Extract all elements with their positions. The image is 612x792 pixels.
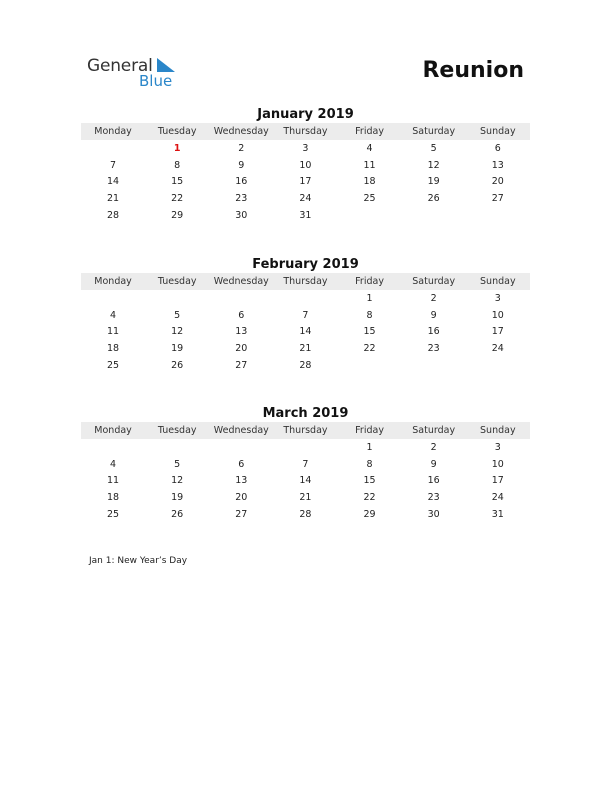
weekday-header: Wednesday — [213, 425, 269, 436]
day-cell: 7 — [302, 309, 309, 321]
day-cell: 20 — [235, 343, 248, 355]
day-cell: 22 — [171, 193, 184, 205]
day-cell: 18 — [107, 492, 120, 504]
day-cell: 4 — [110, 458, 117, 470]
day-cell: 9 — [430, 458, 437, 470]
day-cell: 5 — [174, 309, 181, 321]
empty-day-cell — [145, 440, 209, 457]
empty-day-cell — [402, 208, 466, 225]
day-cell: 12 — [171, 475, 184, 487]
day-cell: 20 — [491, 176, 504, 188]
day-cell: 22 — [363, 492, 376, 504]
weekday-header-row — [81, 273, 530, 290]
day-cell: 11 — [107, 475, 120, 487]
day-cell: 4 — [110, 309, 117, 321]
day-cell: 21 — [299, 492, 312, 504]
day-cell: 17 — [299, 176, 312, 188]
empty-day-cell — [466, 208, 530, 225]
month-february — [81, 256, 530, 374]
day-cell: 8 — [366, 458, 373, 470]
day-cell: 5 — [174, 458, 181, 470]
empty-day-cell — [273, 440, 337, 457]
day-cell: 24 — [491, 492, 504, 504]
month-title: February 2019 — [252, 257, 359, 272]
empty-day-cell — [402, 358, 466, 375]
day-cell: 7 — [110, 159, 117, 171]
day-cell: 10 — [491, 309, 504, 321]
day-cell: 1 — [366, 442, 373, 453]
day-cell: 14 — [299, 326, 312, 338]
empty-day-cell — [81, 440, 145, 457]
day-cell: 27 — [235, 359, 248, 371]
weekday-header: Sunday — [480, 126, 516, 137]
day-cell: 4 — [366, 143, 373, 154]
day-cell: 17 — [491, 326, 504, 338]
month-title: January 2019 — [257, 107, 354, 122]
week-row — [81, 141, 530, 158]
day-cell: 9 — [430, 309, 437, 321]
country-title: Reunion — [422, 58, 524, 83]
empty-day-cell — [338, 358, 402, 375]
month-march — [81, 405, 530, 523]
logo-blue-text: Blue — [139, 72, 173, 90]
day-cell: 6 — [238, 458, 245, 470]
day-cell: 2 — [430, 293, 437, 304]
day-cell: 2 — [238, 143, 245, 154]
empty-day-cell — [466, 358, 530, 375]
week-row — [81, 507, 530, 524]
weekday-header: Monday — [94, 276, 132, 287]
week-row — [81, 308, 530, 325]
week-row — [81, 158, 530, 175]
day-cell: 13 — [235, 475, 248, 487]
day-cell: 11 — [107, 326, 120, 338]
day-cell: 16 — [427, 326, 440, 338]
weekday-header: Wednesday — [213, 126, 269, 137]
day-cell: 23 — [427, 492, 440, 504]
week-row — [81, 341, 530, 358]
brand-logo — [87, 56, 197, 92]
empty-day-cell — [145, 291, 209, 308]
week-row — [81, 440, 530, 457]
holiday-day-cell: 1 — [173, 143, 181, 154]
weekday-header: Friday — [355, 425, 384, 436]
weekday-header: Monday — [94, 425, 132, 436]
day-cell: 11 — [363, 159, 376, 171]
weekday-header: Thursday — [283, 425, 328, 436]
week-row — [81, 457, 530, 474]
day-cell: 18 — [107, 343, 120, 355]
day-cell: 26 — [171, 359, 184, 371]
empty-day-cell — [81, 291, 145, 308]
weekday-header-row — [81, 422, 530, 439]
weekday-header-row — [81, 123, 530, 140]
day-cell: 9 — [238, 159, 245, 171]
day-cell: 3 — [302, 143, 309, 154]
empty-day-cell — [209, 440, 273, 457]
day-cell: 24 — [491, 343, 504, 355]
weekday-header: Thursday — [283, 276, 328, 287]
day-cell: 1 — [366, 293, 373, 304]
day-cell: 23 — [235, 193, 248, 205]
weekday-header: Monday — [94, 126, 132, 137]
weekday-header: Saturday — [412, 276, 456, 287]
day-cell: 25 — [107, 359, 120, 371]
weekday-header: Thursday — [283, 126, 328, 137]
day-cell: 31 — [299, 209, 312, 221]
weekday-header: Wednesday — [213, 276, 269, 287]
weekday-header: Saturday — [412, 425, 456, 436]
day-cell: 23 — [427, 343, 440, 355]
day-cell: 19 — [427, 176, 440, 188]
weekday-header: Tuesday — [157, 126, 197, 137]
weekday-header: Friday — [355, 276, 384, 287]
day-cell: 20 — [235, 492, 248, 504]
day-cell: 15 — [363, 326, 376, 338]
empty-day-cell — [209, 291, 273, 308]
empty-day-cell — [273, 291, 337, 308]
day-cell: 19 — [171, 343, 184, 355]
day-cell: 24 — [299, 193, 312, 205]
logo-general-text: General — [87, 56, 153, 76]
weekday-header: Tuesday — [157, 276, 197, 287]
week-row — [81, 358, 530, 375]
day-cell: 28 — [299, 359, 312, 371]
week-row — [81, 490, 530, 507]
day-cell: 3 — [494, 442, 501, 453]
day-cell: 13 — [491, 159, 504, 171]
day-cell: 25 — [363, 193, 376, 205]
weekday-header: Sunday — [480, 425, 516, 436]
day-cell: 8 — [366, 309, 373, 321]
day-cell: 29 — [363, 508, 376, 520]
holiday-note: Jan 1: New Year’s Day — [89, 556, 188, 566]
empty-day-cell — [338, 208, 402, 225]
day-cell: 26 — [427, 193, 440, 205]
day-cell: 7 — [302, 458, 309, 470]
day-cell: 10 — [491, 458, 504, 470]
day-cell: 21 — [299, 343, 312, 355]
week-row — [81, 473, 530, 490]
day-cell: 25 — [107, 508, 120, 520]
day-cell: 16 — [427, 475, 440, 487]
day-cell: 27 — [491, 193, 504, 205]
day-cell: 16 — [235, 176, 248, 188]
day-cell: 5 — [430, 143, 437, 154]
day-cell: 15 — [363, 475, 376, 487]
week-row — [81, 174, 530, 191]
day-cell: 12 — [427, 159, 440, 171]
weekday-header: Friday — [355, 126, 384, 137]
day-cell: 6 — [494, 143, 501, 154]
week-row — [81, 291, 530, 308]
day-cell: 28 — [107, 209, 120, 221]
day-cell: 3 — [494, 293, 501, 304]
day-cell: 21 — [107, 193, 120, 205]
day-cell: 22 — [363, 343, 376, 355]
day-cell: 31 — [491, 508, 504, 520]
week-row — [81, 191, 530, 208]
day-cell: 6 — [238, 309, 245, 321]
week-row — [81, 208, 530, 225]
day-cell: 29 — [171, 209, 184, 221]
day-cell: 12 — [171, 326, 184, 338]
month-january — [81, 106, 530, 224]
day-cell: 10 — [299, 159, 312, 171]
month-title: March 2019 — [262, 406, 349, 421]
day-cell: 15 — [171, 176, 184, 188]
empty-day-cell — [81, 141, 145, 158]
day-cell: 30 — [427, 508, 440, 520]
day-cell: 14 — [107, 176, 120, 188]
weekday-header: Tuesday — [157, 425, 197, 436]
weekday-header: Saturday — [412, 126, 456, 137]
week-row — [81, 324, 530, 341]
weekday-header: Sunday — [480, 276, 516, 287]
day-cell: 27 — [235, 508, 248, 520]
day-cell: 14 — [299, 475, 312, 487]
day-cell: 26 — [171, 508, 184, 520]
day-cell: 28 — [299, 508, 312, 520]
day-cell: 30 — [235, 209, 248, 221]
logo-triangle-icon — [155, 58, 175, 72]
day-cell: 8 — [174, 159, 181, 171]
day-cell: 2 — [430, 442, 437, 453]
day-cell: 19 — [171, 492, 184, 504]
day-cell: 18 — [363, 176, 376, 188]
day-cell: 13 — [235, 326, 248, 338]
day-cell: 17 — [491, 475, 504, 487]
